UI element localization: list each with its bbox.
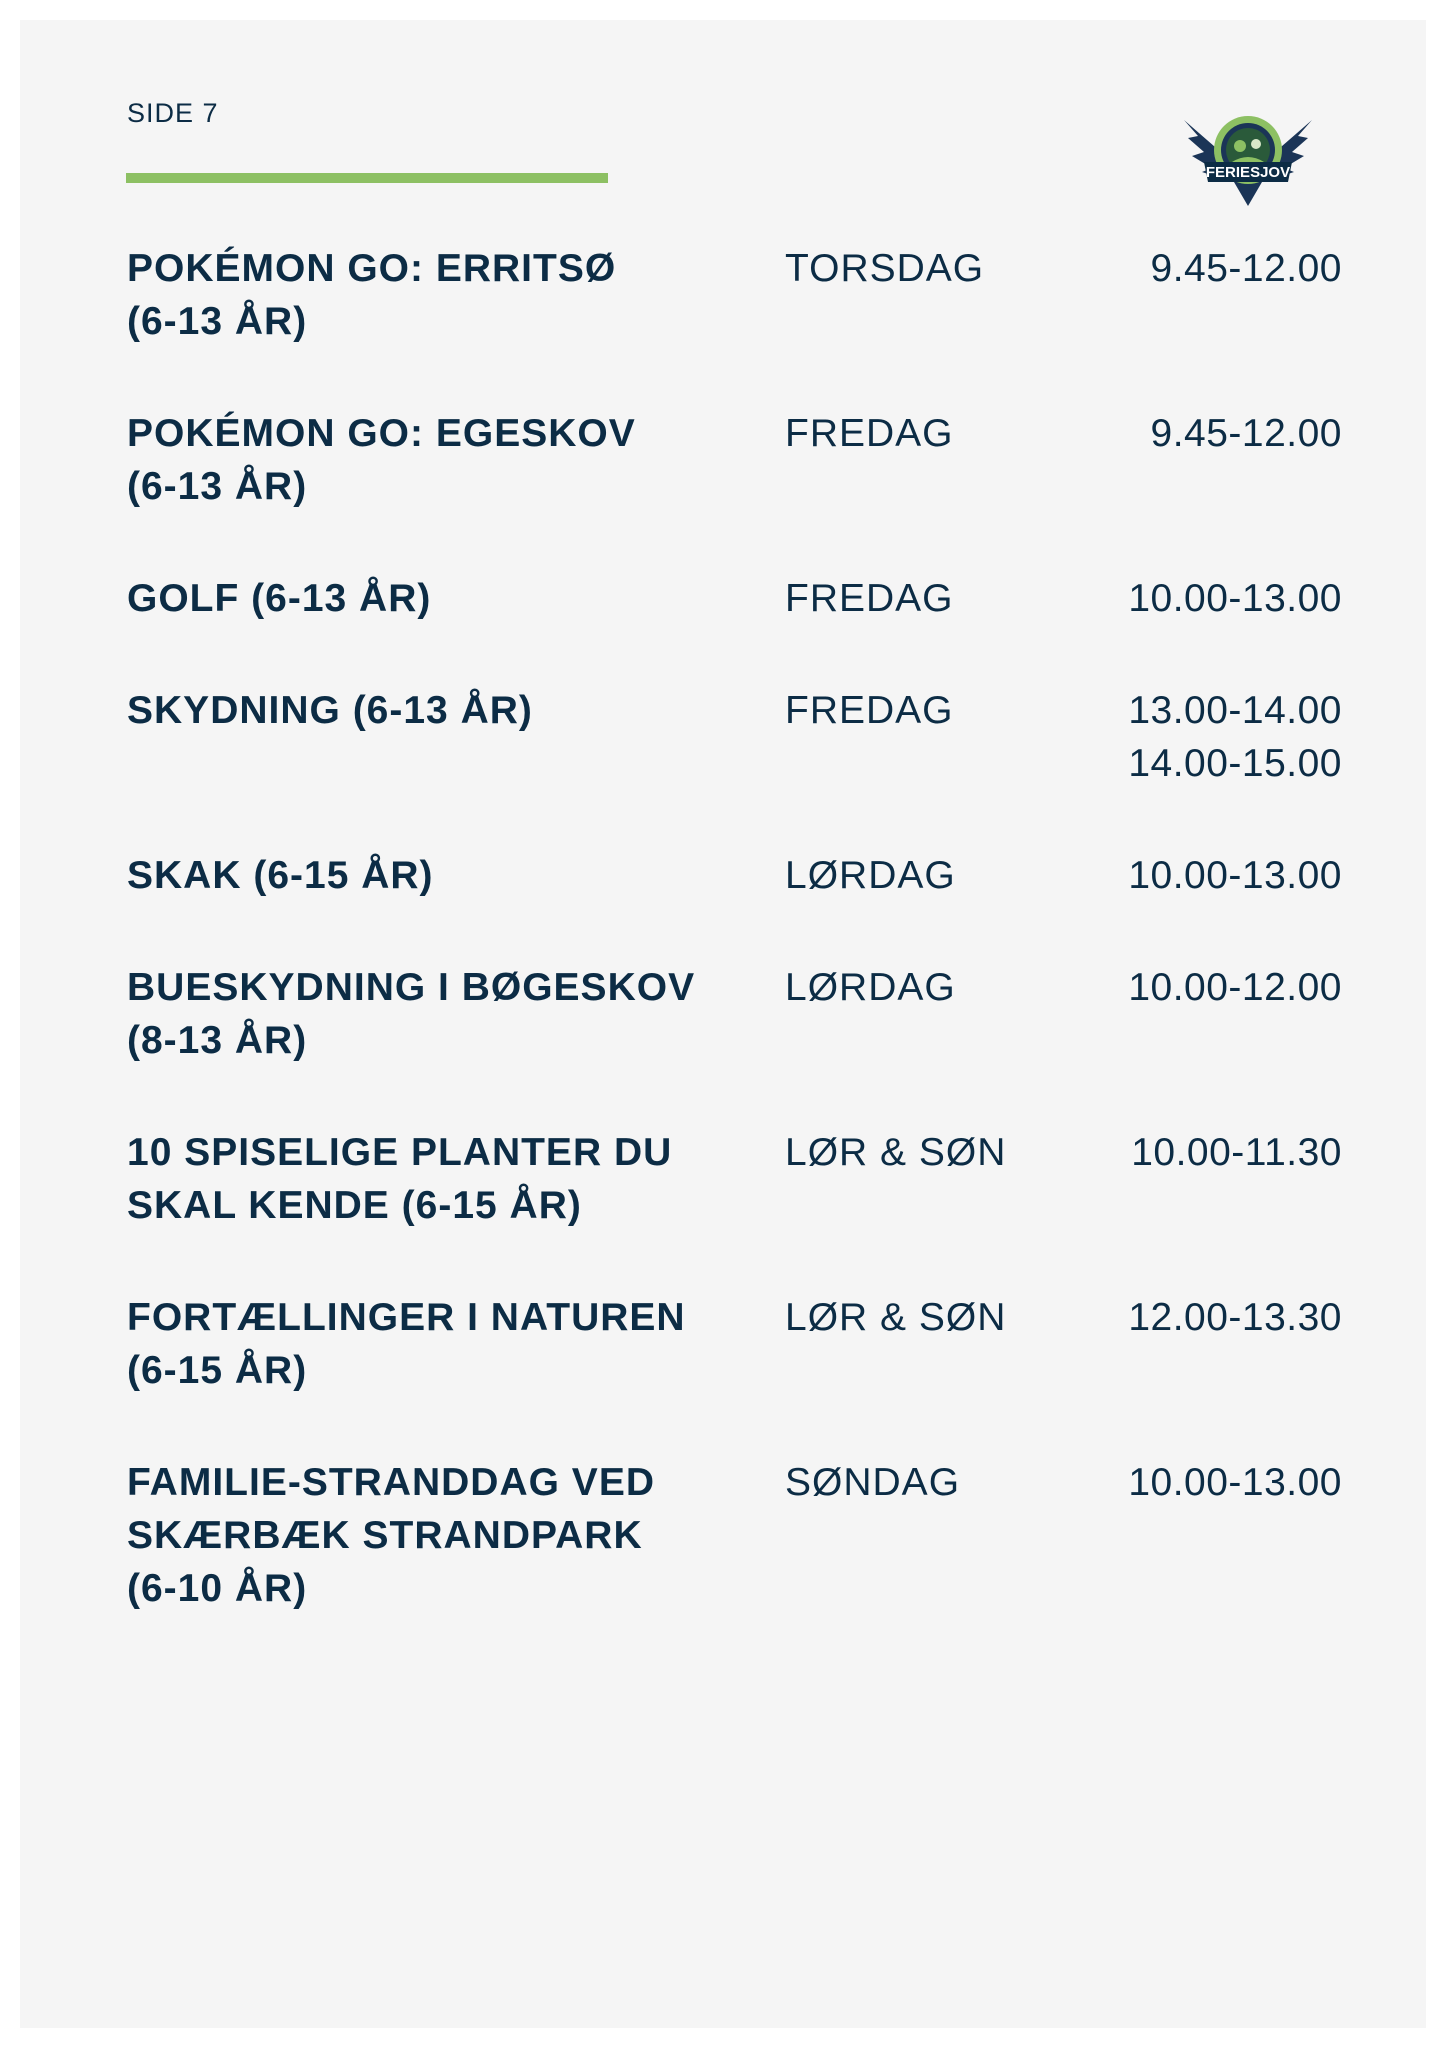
schedule-row	[127, 1126, 1342, 1232]
activity-day: FREDAG	[785, 689, 954, 732]
activity-time: 9.45-12.00	[1150, 412, 1342, 455]
feriesjov-logo	[1178, 102, 1318, 210]
activity-name: BUESKYDNING I BØGESKOV (8-13 ÅR)	[127, 966, 696, 1062]
activity-name: SKAK (6-15 ÅR)	[127, 854, 434, 897]
page	[20, 20, 1426, 2028]
schedule-row	[127, 407, 1342, 513]
activity-name: POKÉMON GO: ERRITSØ (6-13 ÅR)	[127, 247, 617, 343]
activity-name: FAMILIE-STRANDDAG VED SKÆRBÆK STRANDPARK (6-10 ÅR)	[127, 1461, 655, 1610]
schedule-row	[127, 572, 1342, 625]
activity-day: LØRDAG	[785, 966, 956, 1009]
activity-name: GOLF (6-13 ÅR)	[127, 577, 432, 620]
activity-time: 12.00-13.30	[1128, 1296, 1342, 1339]
activity-day: FREDAG	[785, 412, 954, 455]
schedule-row	[127, 684, 1342, 790]
activity-time: 10.00-13.00	[1128, 854, 1342, 897]
activity-time: 13.00-14.00 14.00-15.00	[1128, 689, 1342, 785]
activity-time: 9.45-12.00	[1150, 247, 1342, 290]
activity-day: SØNDAG	[785, 1461, 961, 1504]
schedule-row	[127, 849, 1342, 902]
schedule-row	[127, 1456, 1342, 1615]
page-number: SIDE 7	[127, 98, 219, 128]
activity-day: TORSDAG	[785, 247, 985, 290]
activity-name: FORTÆLLINGER I NATUREN (6-15 ÅR)	[127, 1296, 686, 1392]
activity-time: 10.00-11.30	[1131, 1131, 1342, 1174]
accent-divider	[126, 173, 608, 183]
activity-name: POKÉMON GO: EGESKOV (6-13 ÅR)	[127, 412, 636, 508]
activity-day: LØR & SØN	[785, 1131, 1007, 1174]
activity-day: LØRDAG	[785, 854, 956, 897]
schedule-row	[127, 242, 1342, 348]
activity-day: FREDAG	[785, 577, 954, 620]
logo-wordmark: FERIESJOV	[1205, 164, 1291, 181]
activity-name: SKYDNING (6-13 ÅR)	[127, 689, 533, 732]
schedule-table	[127, 242, 1342, 1615]
activity-time: 10.00-12.00	[1128, 966, 1342, 1009]
schedule-row	[127, 1291, 1342, 1397]
eagle-logo-icon	[1178, 102, 1318, 210]
activity-day: LØR & SØN	[785, 1296, 1007, 1339]
schedule-row	[127, 961, 1342, 1067]
activity-time: 10.00-13.00	[1128, 577, 1342, 620]
activity-name: 10 SPISELIGE PLANTER DU SKAL KENDE (6-15 ÅR)	[127, 1131, 673, 1227]
activity-time: 10.00-13.00	[1128, 1461, 1342, 1504]
